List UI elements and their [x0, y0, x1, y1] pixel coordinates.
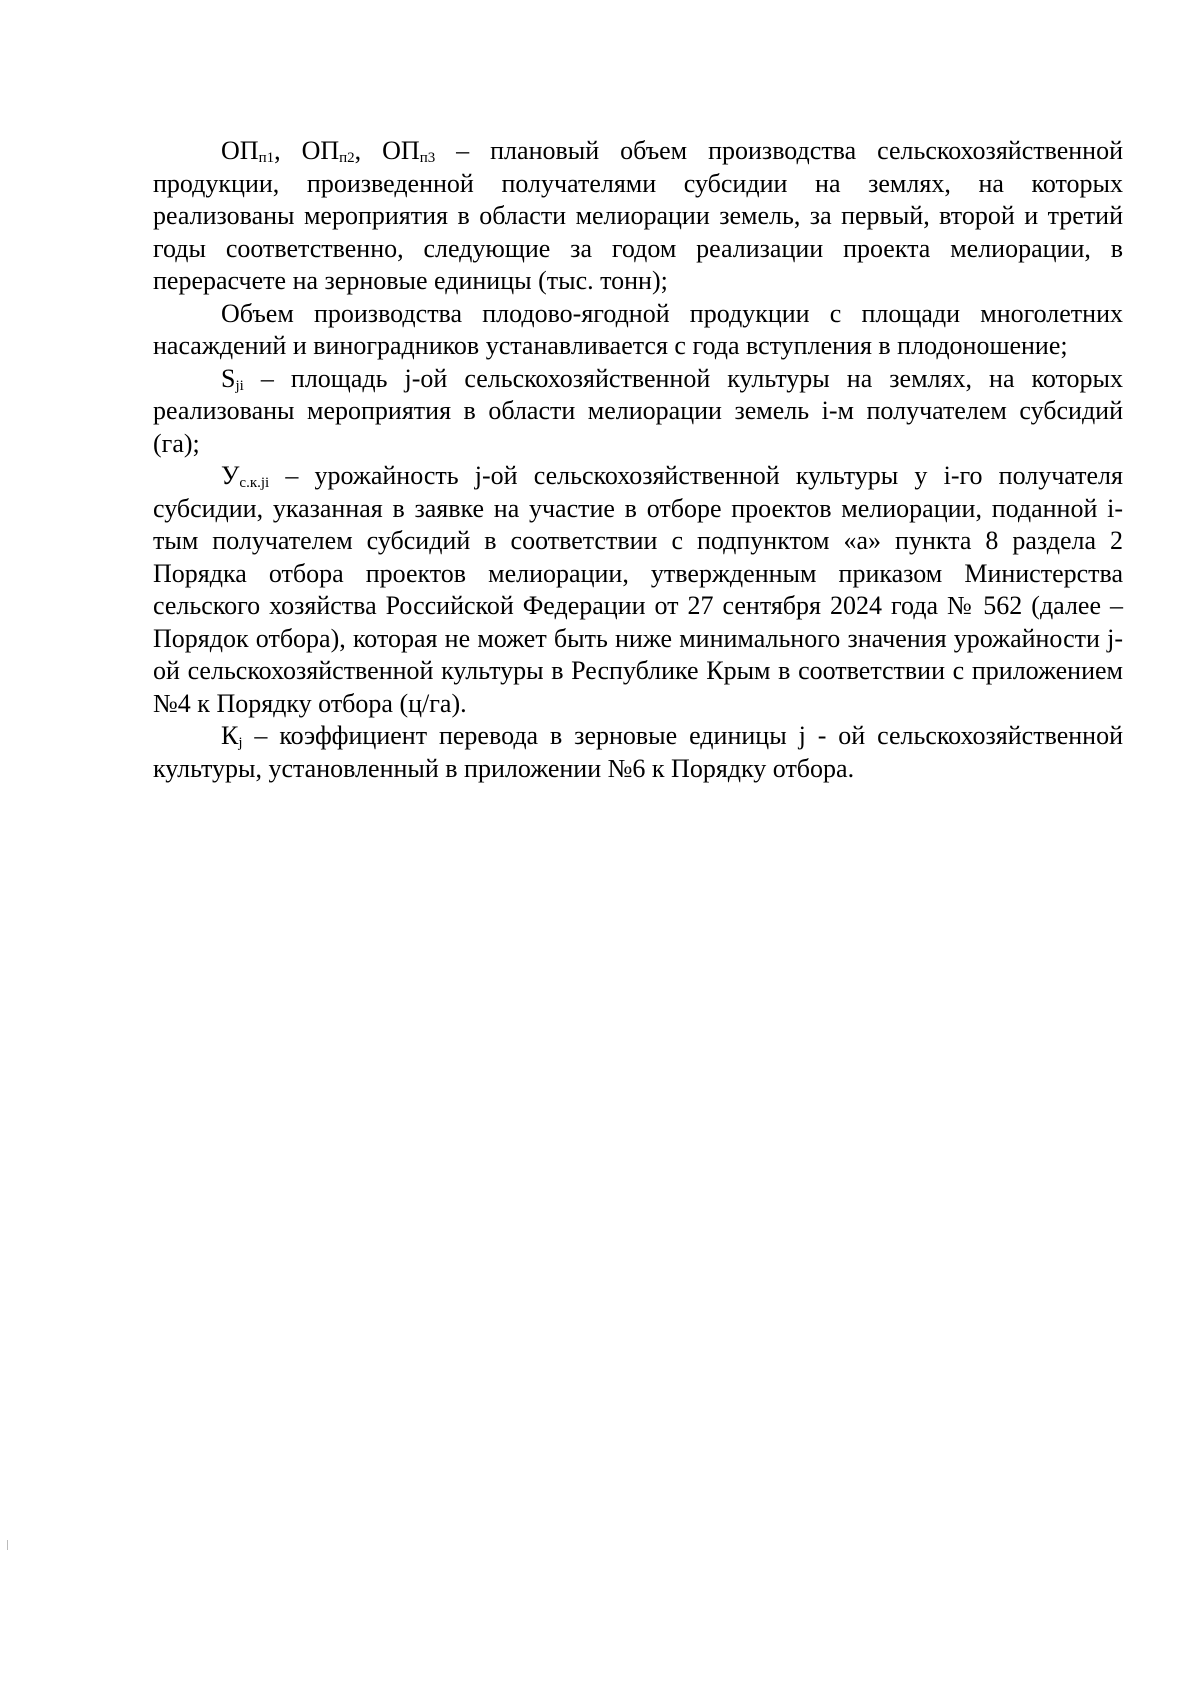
symbol-separator: ,	[274, 136, 302, 165]
symbol-op-p3	[382, 136, 435, 165]
paragraph-op-text: – плановый объем производства сельскохозяйственной продукции, произведенной получателями субсидии на землях, на которых реализованы мероприятия в области мелиорации земель, за первый, второй и третий годы соответственно, следующие за годом реализации проекта мелиорации, в перерасчете на зерновые единицы (тыс. тонн);	[153, 136, 1124, 295]
symbol-op-p3-subscript: п3	[419, 150, 436, 166]
paragraph-k-text: – коэффициент перевода в зерновые единицы j - ой сельскохозяйственной культуры, установленный в приложении №6 к Порядку отбора.	[153, 721, 1123, 783]
symbol-k-subscript: j	[238, 735, 243, 751]
symbol-op-p2-base: ОП	[301, 136, 340, 165]
paragraph-s-definition	[153, 363, 1123, 461]
paragraph-fruit-volume	[153, 298, 1123, 363]
symbol-s-subscript: ji	[235, 377, 244, 394]
symbol-op-p3-base: ОП	[382, 136, 420, 165]
symbol-k-base: К	[221, 721, 239, 750]
symbol-separator: ,	[354, 136, 383, 165]
symbol-yield-base: У	[221, 461, 240, 490]
symbol-s-base: S	[221, 363, 236, 393]
paragraph-op-definition	[153, 135, 1123, 298]
symbol-op-p2	[302, 136, 383, 165]
symbol-op-p1-base: ОП	[221, 136, 259, 165]
symbol-yield-subscript: с.к.ji	[239, 475, 270, 491]
paragraph-yield-definition	[153, 460, 1123, 720]
paragraph-fruit-volume-text: Объем производства плодово-ягодной продукции с площади многолетних насаждений и виноградников устанавливается с года вступления в плодоношение;	[153, 298, 1123, 360]
scan-artifact	[7, 1540, 8, 1550]
paragraph-yield-text: – урожайность j-ой сельскохозяйственной культуры у i-го получателя субсидии, указанная в заявке на участие в отборе проектов мелиорации, поданной i-тым получателем субсидий в соответствии с подпунктом «а» пункта 8 раздела 2 Порядка отбора проектов мелиорации, утвержденным приказом Министерства сельского хозяйства Российской Федерации от 27 сентября 2024 года № 562 (далее – Порядок отбора), которая не может быть ниже минимального значения урожайности j-ой сельскохозяйственной культуры в Республике Крым в соответствии с приложением №4 к Порядку отбора (ц/га).	[153, 461, 1123, 718]
symbol-op-p1	[221, 136, 302, 165]
paragraph-s-text: – площадь j-ой сельскохозяйственной культуры на землях, на которых реализованы мероприятия в области мелиорации земель i-м получателем субсидий (га);	[153, 363, 1123, 458]
paragraph-k-definition	[153, 720, 1123, 785]
symbol-op-p2-subscript: п2	[339, 150, 355, 166]
symbol-op-p1-subscript: п1	[258, 150, 275, 166]
document-body	[153, 135, 1123, 785]
